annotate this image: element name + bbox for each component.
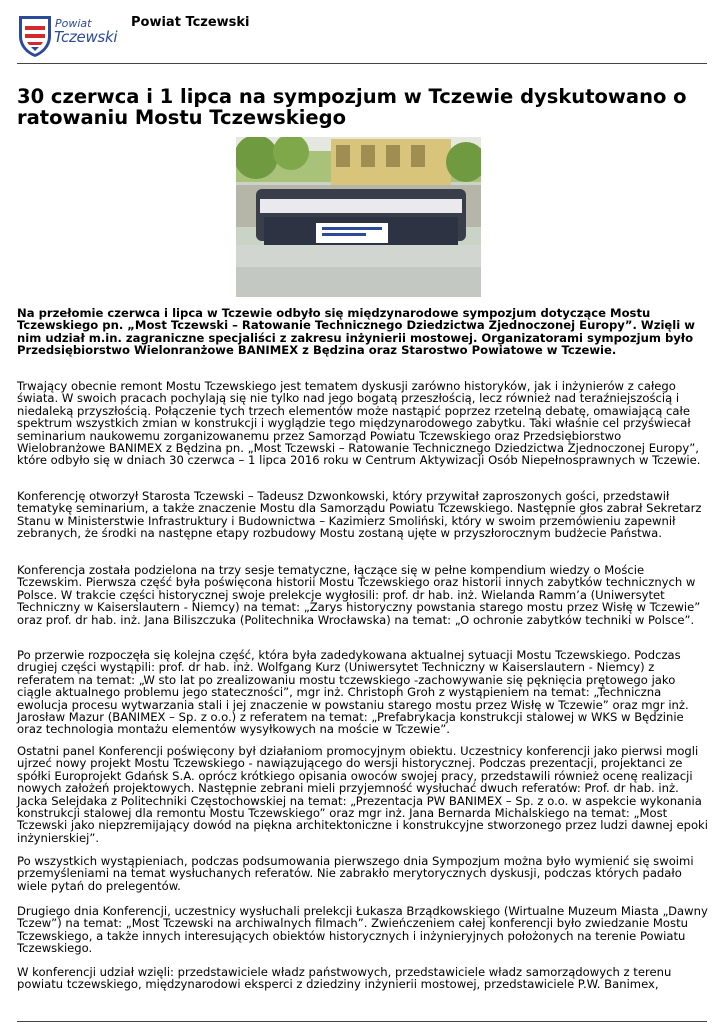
article-paragraph: Drugiego dnia Konferencji, uczestnicy wysłuchali prelekcji Łukasza Brządkowskiego (Wirtualne Muzeum Miasta „Dawny Tczew”) na temat: „Most Tczewski na archiwalnych filmach”. Zwieńczeniem całej konferencji było zwiedzanie Mostu Tczewskiego, a także innych interesujących obiektów historycznych i inżynieryjnych położonych na terenie Powiatu Tczewskiego. xyxy=(17,904,708,956)
article-paragraph: Po przerwie rozpoczęła się kolejna część, która była zadedykowana aktualnej sytuacji Mostu Tczewskiego. Podczas drugiej części wystąpili: prof. dr hab. inż. Wolfgang Kurz (Uniwersytet Techniczny w Kaiserslautern - Niemcy) z referatem na temat: „W sto lat po zrealizowaniu mostu tczewskiego -zachowywanie się pęknięcia prętowego jako ciągle aktualnego problemu jego stateczności”, mgr inż. Christoph Groh z wystąpieniem na temat: „Techniczna ewolucja procesu wytwarzania stali i jej znaczenie w powstaniu starego mostu przez Wisłę w Tczewie” oraz mgr inż. Jarosław Mazur (BANIMEX – Sp. z o.o.) z referatem na temat: „Prefabrykacja konstrukcji stalowej w WKS w Będzinie oraz technologia montażu elementów wysyłkowych na moście w Tczewie”. xyxy=(17,648,689,737)
article-paragraph: Trwający obecnie remont Mostu Tczewskiego jest tematem dyskusji zarówno historyków, jak i inżynierów z całego świata. W swoich pracach pochylają się nie tylko nad jego bogatą przeszłością, lecz również nad teraźniejszością i niedaleką przyszłością. Połączenie tych trzech elementów może nastąpić poprzez rzetelną debatę, omawiającą całe spektrum wszystkich zmian w konstrukcji i wyglądzie tego międzynarodowego zabytku. Taki właśnie cel przyświecał seminarium naukowemu zorganizowanemu przez Samorząd Powiatu Tczewskiego oraz Przedsiębiorstwo Wielobranżowe BANIMEX z Będzina pn. „Most Tczewski – Ratowanie Technicznego Dziedzictwa Zjednoczonej Europy”, które odbyło się w dniach 30 czerwca – 1 lipca 2016 roku w Centrum Aktywizacji Osób Niepełnosprawnych w Tczewie. xyxy=(17,379,701,468)
article-paragraph: Konferencję otworzył Starosta Tczewski – Tadeusz Dzwonkowski, który przywitał zaproszonych gości, przedstawił tematykę seminarium, a także znaczenie Mostu dla Samorządu Powiatu Tczewskiego. Następnie głos zabrał Sekretarz Stanu w Ministerstwie Infrastruktury i Budownictwa – Kazimierz Smoliński, który w swoim przemówieniu zapewnił zebranych, że środki na następne etapy rozbudowy Mostu zostaną ujęte w przyszłorocznym budżecie Państwa. xyxy=(17,489,702,541)
site-name[interactable]: Powiat Tczewski xyxy=(131,15,250,30)
article-lead: Na przełomie czerwca i lipca w Tczewie odbyło się międzynarodowe sympozjum dotyczące Mostu Tczewskiego pn. „Most Tczewski – Ratowanie Technicznego Dziedzictwa Zjednoczonej Europy”. Wzięli w nim udział m.in. zagraniczne specjaliści z zakresu inżynierii mostowej. Organizatorami sympozjum było Przedsiębiorstwo Wielonranżowe BANIMEX z Będzina oraz Starostwo Powiatowe w Tczewie. xyxy=(17,306,695,358)
coat-of-arms-icon xyxy=(17,14,53,58)
logo-text-tczewski: Tczewski xyxy=(54,28,118,46)
article-title: 30 czerwca i 1 lipca na sympozjum w Tczewie dyskutowano o ratowaniu Mostu Tczewskiego xyxy=(17,85,687,129)
article-paragraph: Ostatni panel Konferencji poświęcony był działaniom promocyjnym obiektu. Uczestnicy konferencji jako pierwsi mogli ujrzeć nowy projekt Mostu Tczewskiego - nawiązującego do wersji historycznej. Podczas prezentacji, projektanci ze spółki Europrojekt Gdańsk S.A. oprócz krótkiego opisania owoców swojej pracy, przedstawili również ocenę realizacji nowych założeń projektowych. Następnie zebrani mieli przyjemność wysłuchać dwuch referatów: Prof. dr hab. inż. Jacka Selejdaka z Politechniki Częstochowskiej na temat: „Prezentacja PW BANIMEX – Sp. z o.o. w aspekcie wykonania konstrukcji stalowej dla remontu Mostu Tczewskiego” oraz mgr inż. Jana Bernarda Michalskiego na temat: „Most Tczewski jako niepzremijający dowód na piękna architektoniczne i konstrukcyjne stworzonego przez ludzi dawnej epoki inżynierskiej”. xyxy=(17,744,708,845)
header-divider xyxy=(17,63,707,64)
logo-text-powiat: Powiat xyxy=(55,17,92,30)
article-paragraph: W konferencji udział wzięli: przedstawiciele władz państwowych, przedstawiciele władz samorządowych z terenu powiatu tczewskiego, międzynarodowi eksperci z dziedziny inżynierii mostowej, przedstawiciele P.W. Banimex, xyxy=(17,965,672,992)
footer-divider xyxy=(17,1021,707,1022)
article-paragraph: Po wszystkich wystąpieniach, podczas podsumowania pierwszego dnia Sympozjum można było wymienić się swoimi przemyśleniami na temat wysłuchanych referatów. Nie zabrakło merytorycznych dyskusji, podczas których padało wiele pytań do prelegentów. xyxy=(17,854,694,893)
article-photo-group xyxy=(236,137,481,297)
article-paragraph: Konferencja została podzielona na trzy sesje tematyczne, łączące się w pełne kompendium wiedzy o Moście Tczewskim. Pierwsza część była poświęcona historii Mostu Tczewskiego oraz historii innych zabytków technicznych w Polsce. W trakcie części historycznej swoje prelekcje wygłosili: prof. dr hab. inż. Wielanda Ramm’a (Uniwersytet Techniczny w Kaiserslautern - Niemcy) na temat: „Zarys historyczny powstania starego mostu przez Wisłę w Tczewie” oraz prof. dr hab. inż. Jana Biliszczuka (Politechnika Wrocławska) na temat: „O ochronie zabytków techniki w Polsce”. xyxy=(17,563,701,627)
powiat-logo[interactable] xyxy=(17,14,118,58)
page-header xyxy=(0,0,725,62)
